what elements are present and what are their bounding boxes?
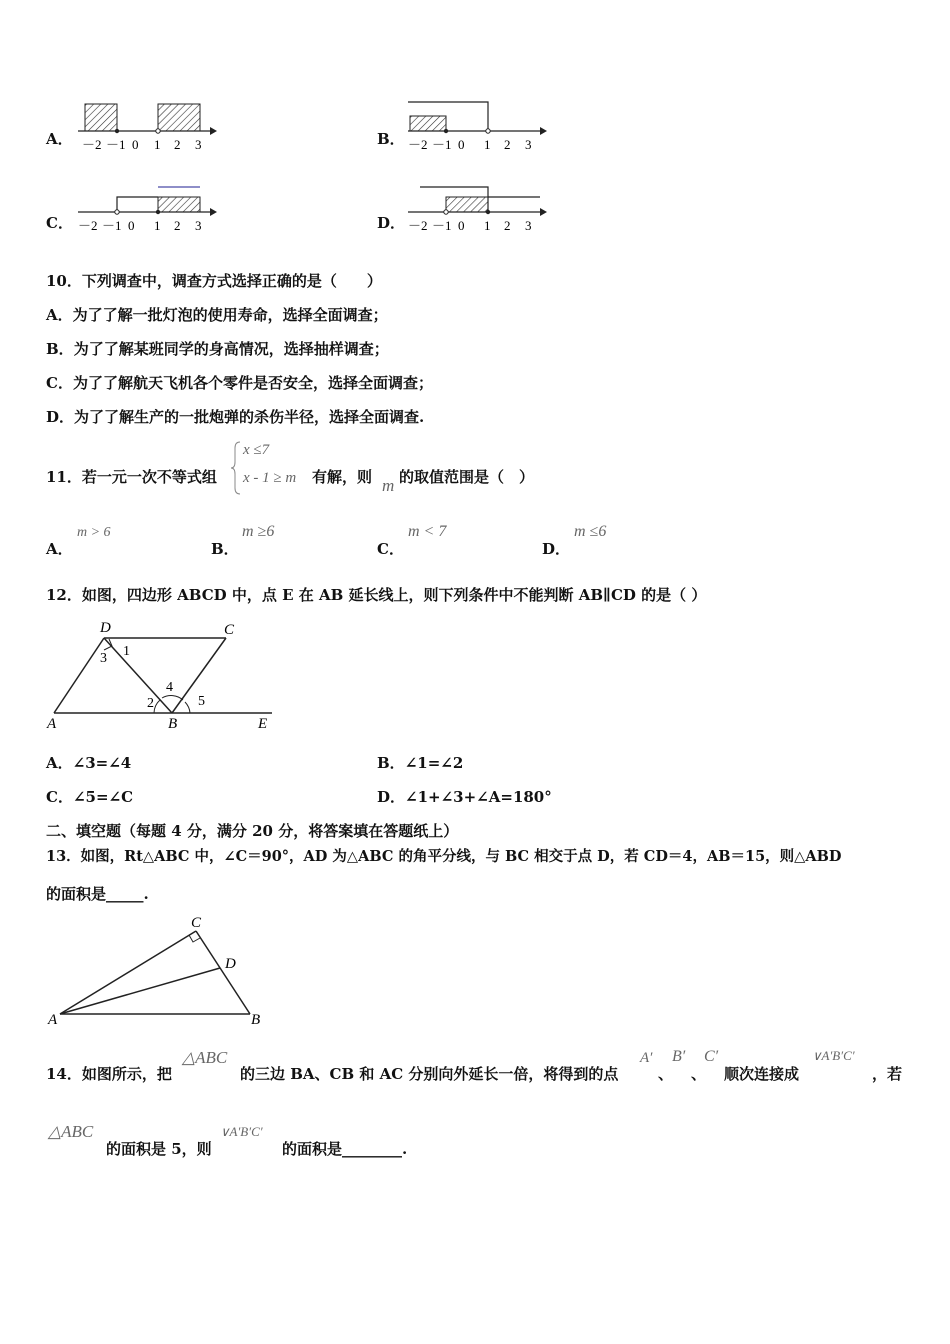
q14-line2-triangle-prime: ∨A′B′C′: [220, 1124, 263, 1139]
q9-option-a-label: A．: [46, 130, 73, 148]
option-label: D．: [46, 408, 75, 426]
q10-stem: 10．下列调查中，调查方式选择正确的是（ ）: [46, 272, 382, 290]
q14-mid1: 的三边 BA、CB 和 AC 分别向外延长一倍，将得到的点: [240, 1065, 619, 1083]
open-point: [486, 129, 490, 133]
tick-label: 3: [525, 218, 532, 233]
q11-option-a-math: m > 6: [77, 525, 111, 540]
q14-point-c: C′: [704, 1048, 719, 1065]
angle-arc: [154, 700, 160, 713]
option-text: 为了了解生产的一批炮弹的杀伤半径，选择全面调查.: [74, 408, 425, 426]
tick-label: 2: [174, 218, 181, 233]
q14-point-a: A′: [640, 1050, 653, 1066]
q11-system-line1: x ≤7: [243, 442, 270, 458]
arrow-icon: [540, 127, 547, 135]
tick-label: 1: [154, 218, 161, 233]
tick-label: －2: [82, 137, 102, 152]
q11-option-a-label: A．: [46, 540, 73, 558]
angle-arc: [162, 696, 183, 700]
point-label: D: [100, 620, 111, 636]
line-ad: [54, 638, 104, 713]
arrow-icon: [210, 208, 217, 216]
option-label: C．: [46, 374, 73, 392]
q10-option-d: [46, 406, 424, 427]
q14-triangle: △ABC: [182, 1048, 228, 1067]
option-label: A．: [46, 306, 73, 324]
q12-option-d: [377, 786, 552, 807]
point-label: E: [258, 716, 268, 732]
q12-option-a: [46, 752, 131, 773]
option-text: ∠5=∠C: [72, 788, 134, 806]
solid-point: [444, 129, 448, 133]
tick-label: 2: [174, 137, 181, 152]
angle-label: 5: [198, 694, 205, 709]
tick-label: 1: [484, 218, 491, 233]
q11-stem-post: 的取值范围是（ ）: [399, 468, 535, 486]
q11-stem-pre: 11．若一元一次不等式组: [46, 468, 217, 486]
option-text: 为了了解一批灯泡的使用寿命，选择全面调查；: [72, 306, 388, 324]
tick-label: 3: [195, 137, 202, 152]
q11-stem-mid: 有解，则: [312, 468, 373, 486]
tick-label: 1: [154, 137, 161, 152]
q10-option-b: [46, 338, 389, 359]
tick-label: 0: [128, 218, 135, 233]
brace-icon: [230, 440, 242, 496]
option-label: B．: [46, 340, 74, 358]
tick-label: －1: [106, 137, 126, 152]
point-label: D: [225, 956, 236, 972]
point-label: A: [47, 716, 57, 732]
open-point: [156, 129, 160, 133]
q11-option-d-label: D．: [542, 540, 571, 558]
angle-label: 2: [147, 696, 154, 711]
tick-label: 3: [525, 137, 532, 152]
tick-label: 0: [132, 137, 139, 152]
option-label: C．: [46, 788, 73, 806]
q11-option-d-math: m ≤6: [574, 523, 607, 540]
q14-sep1: 、: [658, 1065, 674, 1083]
q9-option-b-label: B．: [377, 130, 405, 148]
angle-label: 1: [123, 644, 130, 659]
q12-option-c: [46, 786, 133, 807]
tick-label: －2: [78, 218, 98, 233]
tick-label: 3: [195, 218, 202, 233]
q10-option-c: [46, 372, 433, 393]
q9-option-c-label: C．: [46, 214, 73, 232]
shaded-region: [85, 104, 117, 131]
option-text: ∠3=∠4: [72, 754, 132, 772]
open-point: [115, 210, 119, 214]
q13-figure: [44, 910, 274, 1030]
point-label: C: [191, 915, 202, 931]
solid-point: [486, 210, 490, 214]
angle-label: 4: [166, 680, 173, 695]
q9-numberline-b: [400, 92, 550, 154]
q12-stem: 12．如图，四边形 ABCD 中，点 E 在 AB 延长线上，则下列条件中不能判断 AB∥CD 的是（ ）: [46, 586, 707, 604]
tick-label: 2: [504, 218, 511, 233]
q9-numberline-d: [400, 176, 550, 238]
option-text: ∠1=∠2: [404, 754, 464, 772]
q11-option-c-label: C．: [377, 540, 404, 558]
tick-label: 1: [484, 137, 491, 152]
q13-line1: 13．如图，Rt△ABC 中，∠C＝90°，AD 为△ABC 的角平分线，与 BC 相交于点 D，若 CD＝4，AB＝15，则△ABD: [46, 848, 842, 865]
tick-label: －1: [432, 137, 452, 152]
q9-option-d-label: D．: [377, 214, 406, 232]
q11-option-c-math: m < 7: [408, 523, 447, 540]
section-heading: 二、填空题（每题 4 分，满分 20 分，将答案填在答题纸上）: [46, 822, 459, 840]
q11-variable: m: [382, 476, 395, 495]
arrow-icon: [210, 127, 217, 135]
option-label: A．: [46, 754, 73, 772]
q11-option-b-label: B．: [211, 540, 239, 558]
angle-label: 3: [100, 651, 107, 666]
shaded-region: [410, 116, 446, 131]
q14-mid2: 顺次连接成: [724, 1065, 800, 1083]
option-text: 为了了解航天飞机各个零件是否安全，选择全面调查；: [72, 374, 433, 392]
option-label: D．: [377, 788, 406, 806]
tick-label: 2: [504, 137, 511, 152]
point-label: C: [224, 622, 235, 638]
q13-line2: 的面积是_____.: [46, 885, 149, 903]
line-db: [104, 638, 172, 713]
option-label: B．: [377, 754, 405, 772]
shaded-region: [446, 197, 488, 212]
shaded-region: [158, 197, 200, 212]
point-label: A: [48, 1012, 58, 1028]
tick-label: 0: [458, 218, 465, 233]
q9-numberline-c: [70, 176, 220, 238]
q11-system-line2: x - 1 ≥ m: [243, 470, 297, 486]
solid-point: [156, 210, 160, 214]
q11-option-b-math: m ≥6: [242, 523, 275, 540]
line-ad: [60, 968, 220, 1014]
q12-option-b: [377, 752, 463, 773]
q14-line2-a: 的面积是 5，则: [106, 1140, 212, 1158]
bracket-line: [117, 197, 158, 212]
q9-numberline-a: [70, 92, 220, 154]
right-angle-mark: [189, 935, 200, 942]
tick-label: －1: [432, 218, 452, 233]
q14-post: ，若: [872, 1065, 903, 1083]
tick-label: －1: [102, 218, 122, 233]
option-text: ∠1+∠3+∠A=180°: [405, 788, 552, 806]
q14-line2-b: 的面积是________.: [282, 1140, 408, 1158]
tick-label: 0: [458, 137, 465, 152]
tick-label: －2: [408, 137, 428, 152]
q14-line2-triangle: △ABC: [48, 1122, 94, 1141]
q10-option-a: [46, 304, 388, 325]
q14-triangle-prime: ∨A′B′C′: [812, 1048, 855, 1063]
open-point: [444, 210, 448, 214]
angle-arc: [185, 702, 190, 713]
q14-point-b: B′: [672, 1048, 686, 1065]
q12-figure: [44, 616, 280, 736]
option-text: 为了了解某班同学的身高情况，选择抽样调查；: [73, 340, 389, 358]
line-ac: [60, 931, 196, 1014]
q14-sep2: 、: [691, 1065, 707, 1083]
point-label: B: [168, 716, 178, 732]
solid-point: [115, 129, 119, 133]
tick-label: －2: [408, 218, 428, 233]
point-label: B: [251, 1012, 261, 1028]
q14-pre: 14．如图所示，把: [46, 1065, 172, 1083]
arrow-icon: [540, 208, 547, 216]
shaded-region: [158, 104, 200, 131]
